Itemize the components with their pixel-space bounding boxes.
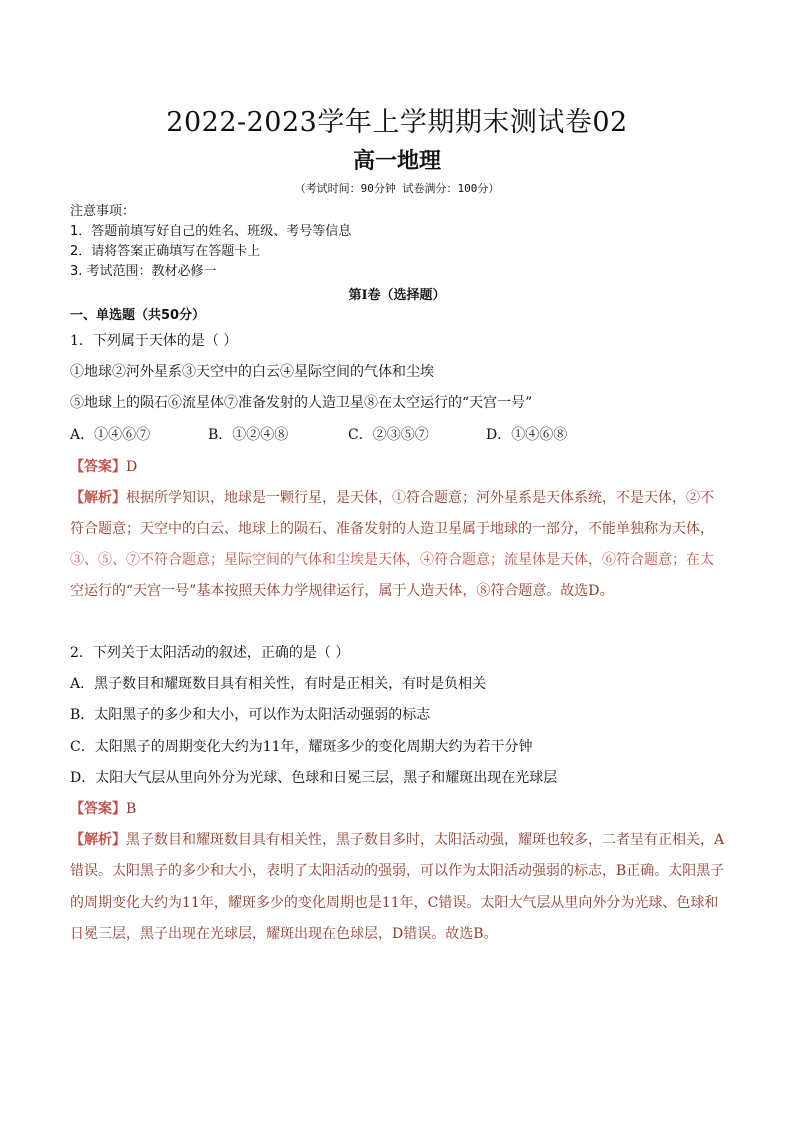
question-1-line: ⑤地球上的陨石⑥流星体⑦准备发射的人造卫星⑧在太空运行的“天宫一号” [70, 395, 533, 411]
answer-value: B [126, 801, 137, 817]
analysis-text: 根据所学知识，地球是一颗行星，是天体，①符合题意；河外星系是天体系统，不是天体，②不 [126, 490, 714, 506]
question-1-line: ①地球②河外星系③天空中的白云④星际空间的气体和尘埃 [70, 364, 434, 380]
exam-info: （考试时间：90分钟 试卷满分：100分） [294, 182, 500, 195]
analysis-text: ③、⑤、⑦不符合题意；星际空间的气体和尘埃是天体，④符合题意；流星体是天体，⑥符合题意；在太 [70, 552, 714, 568]
option-a: A．①④⑥⑦ [70, 427, 151, 443]
analysis-text: 黑子数目和耀斑数目具有相关性，黑子数目多时，太阳活动强，耀斑也较多，二者呈有正相关，A [126, 832, 725, 848]
option-c: C．太阳黑子的周期变化大约为11年，耀斑多少的变化周期大约为若干分钟 [70, 739, 533, 755]
notes-item: 3. 考试范围：教材必修一 [70, 264, 217, 279]
answer-value: D [126, 459, 138, 475]
option-b: B．太阳黑子的多少和大小，可以作为太阳活动强弱的标志 [70, 707, 431, 723]
option-c: C．②③⑤⑦ [348, 427, 429, 443]
analysis-text: 的周期变化大约为11年，耀斑多少的变化周期也是11年，C错误。太阳大气层从里向外分为光球、色球和 [70, 895, 719, 911]
option-d: D．太阳大气层从里向外分为光球、色球和日冕三层，黑子和耀斑出现在光球层 [70, 770, 558, 786]
analysis-text: 空运行的“天宫一号”基本按照天体力学规律运行，属于人造天体，⑧符合题意。故选D。 [70, 583, 614, 599]
analysis-label: 【解析】 [70, 832, 126, 848]
notes-item: 1．答题前填写好自己的姓名、班级、考号等信息 [70, 224, 352, 239]
analysis-label: 【解析】 [70, 490, 126, 506]
notes-item: 2．请将答案正确填写在答题卡上 [70, 244, 261, 259]
analysis-text: 符合题意；天空中的白云、地球上的陨石、准备发射的人造卫星属于地球的一部分，不能单独称为天体， [70, 521, 714, 537]
page-title: 2022-2023学年上学期期末测试卷02 [166, 107, 628, 138]
notes-heading: 注意事项： [70, 204, 136, 219]
page-subtitle: 高一地理 [352, 149, 441, 174]
question-1-analysis [70, 487, 714, 507]
question-1-options [70, 424, 567, 444]
analysis-text: 日冕三层，黑子出现在光球层，耀斑出现在色球层，D错误。故选B。 [70, 926, 498, 942]
question-1-stem: 1．下列属于天体的是（ ） [70, 333, 238, 349]
question-2-analysis [70, 829, 724, 849]
part-title: 一、单选题（共50分） [70, 308, 206, 323]
analysis-text: 错误。太阳黑子的多少和大小，表明了太阳活动的强弱，可以作为太阳活动强弱的标志，B正确。太阳黑子 [70, 863, 725, 879]
option-a: A．黑子数目和耀斑数目具有相关性，有时是正相关，有时是负相关 [70, 676, 487, 692]
notes-block [70, 202, 351, 282]
question-1-answer [70, 456, 137, 476]
section-title: 第I卷（选择题） [348, 288, 446, 303]
answer-label: 【答案】 [70, 459, 126, 475]
answer-label: 【答案】 [70, 801, 126, 817]
question-2-answer [70, 798, 136, 818]
option-d: D．①④⑥⑧ [486, 427, 568, 443]
option-b: B．①②④⑧ [208, 427, 289, 443]
question-2-stem: 2．下列关于太阳活动的叙述，正确的是（ ） [70, 645, 350, 661]
